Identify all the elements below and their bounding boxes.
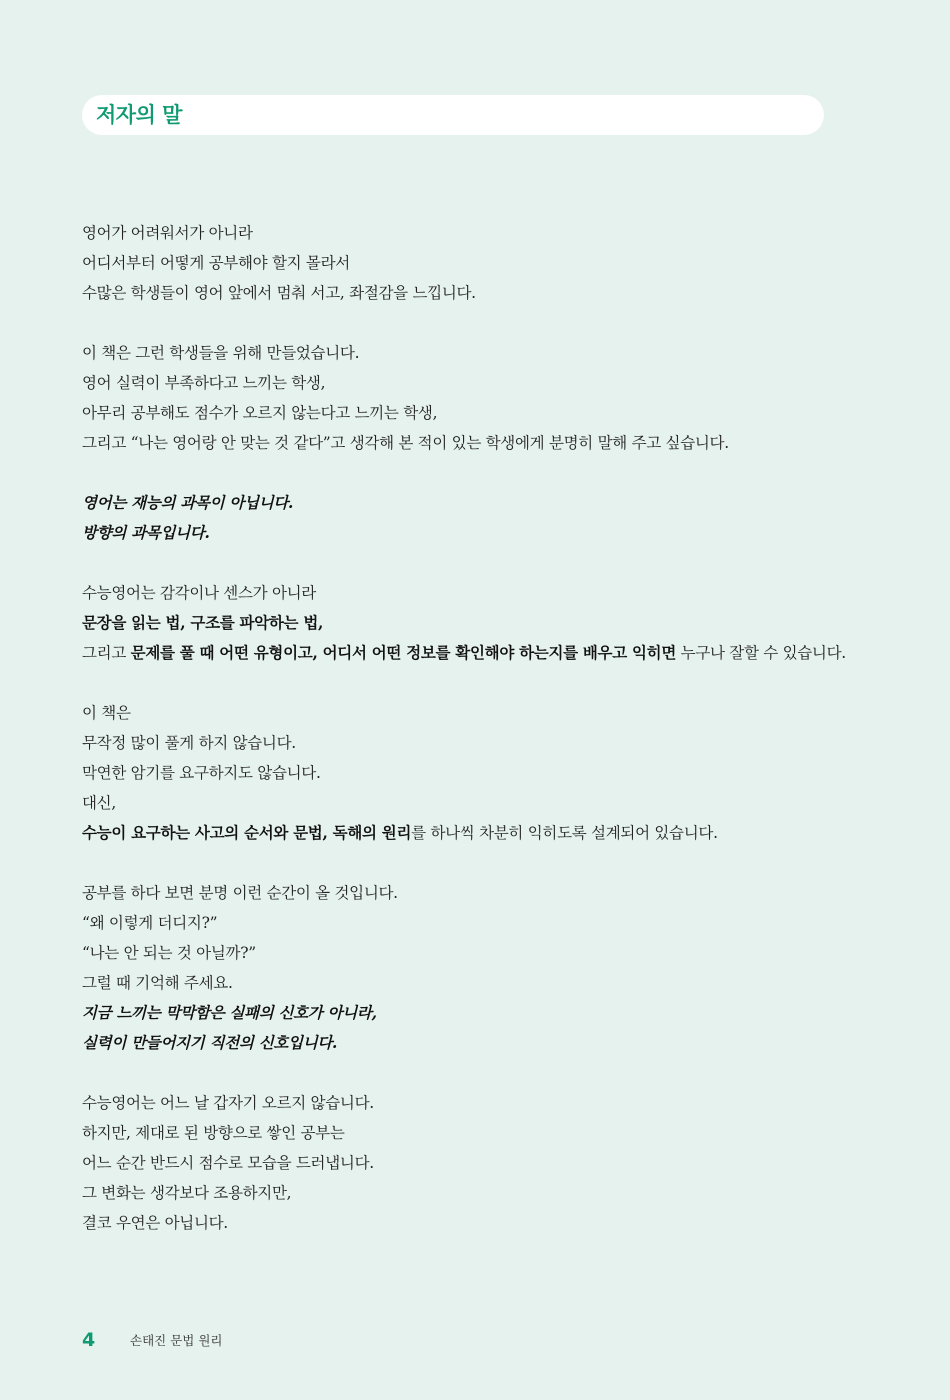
text-line: 이 책은 그런 학생들을 위해 만들었습니다. xyxy=(82,344,360,362)
text-line: 그 변화는 생각보다 조용하지만, xyxy=(82,1184,292,1202)
text-line: 아무리 공부해도 점수가 오르지 않는다고 느끼는 학생, xyxy=(82,404,438,422)
text-span: 그리고 xyxy=(82,644,131,662)
text-line: 하지만, 제대로 된 방향으로 쌓인 공부는 xyxy=(82,1124,345,1142)
text-line: 공부를 하다 보면 분명 이런 순간이 올 것입니다. xyxy=(82,884,398,902)
bold-span: 수능이 요구하는 사고의 순서와 문법, 독해의 원리 xyxy=(82,823,412,842)
emphasis-line: 방향의 과목입니다. xyxy=(82,523,210,542)
mixed-line xyxy=(82,638,882,668)
text-line: 영어 실력이 부족하다고 느끼는 학생, xyxy=(82,374,326,392)
page-footer xyxy=(82,1326,222,1354)
text-line: 대신, xyxy=(82,794,116,812)
section-header-bar xyxy=(82,95,824,135)
text-line: 어디서부터 어떻게 공부해야 할지 몰라서 xyxy=(82,254,350,272)
paragraph-gap xyxy=(82,548,882,578)
page-number: 4 xyxy=(82,1329,96,1351)
text-span: 를 하나씩 차분히 익히도록 설계되어 있습니다. xyxy=(411,824,718,842)
section-title: 저자의 말 xyxy=(96,103,182,127)
emphasis-line: 영어는 재능의 과목이 아닙니다. xyxy=(82,493,294,512)
text-line: 막연한 암기를 요구하지도 않습니다. xyxy=(82,764,321,782)
paragraph-gap xyxy=(82,458,882,488)
text-line: 그럴 때 기억해 주세요. xyxy=(82,974,233,992)
text-line: 무작정 많이 풀게 하지 않습니다. xyxy=(82,734,296,752)
text-line: 어느 순간 반드시 점수로 모습을 드러냅니다. xyxy=(82,1154,374,1172)
paragraph-gap xyxy=(82,848,882,878)
bold-line: 문장을 읽는 법, 구조를 파악하는 법, xyxy=(82,613,324,632)
text-line: “왜 이렇게 더디지?” xyxy=(82,914,218,932)
emphasis-line: 실력이 만들어지기 직전의 신호입니다. xyxy=(82,1033,338,1052)
bold-span: 문제를 풀 때 어떤 유형이고, 어디서 어떤 정보를 확인해야 하는지를 배우고 익히면 xyxy=(130,643,677,662)
text-line: 수많은 학생들이 영어 앞에서 멈춰 서고, 좌절감을 느낍니다. xyxy=(82,284,476,302)
emphasis-line: 지금 느끼는 막막함은 실패의 신호가 아니라, xyxy=(82,1003,377,1022)
text-line: 영어가 어려워서가 아니라 xyxy=(82,224,253,242)
mixed-line xyxy=(82,818,882,848)
book-title: 손태진 문법 원리 xyxy=(130,1333,223,1348)
text-line: 수능영어는 감각이나 센스가 아니라 xyxy=(82,584,316,602)
text-line: 이 책은 xyxy=(82,704,131,722)
paragraph-gap xyxy=(82,1058,882,1088)
paragraph-gap xyxy=(82,668,882,698)
paragraph-gap xyxy=(82,308,882,338)
text-span: 누구나 잘할 수 있습니다. xyxy=(676,644,846,662)
text-line: 수능영어는 어느 날 갑자기 오르지 않습니다. xyxy=(82,1094,374,1112)
preface-body xyxy=(82,218,882,1238)
text-line: 그리고 “나는 영어랑 안 맞는 것 같다”고 생각해 본 적이 있는 학생에게 분명히 말해 주고 싶습니다. xyxy=(82,434,729,452)
text-line: 결코 우연은 아닙니다. xyxy=(82,1214,228,1232)
text-line: “나는 안 되는 것 아닐까?” xyxy=(82,944,256,962)
